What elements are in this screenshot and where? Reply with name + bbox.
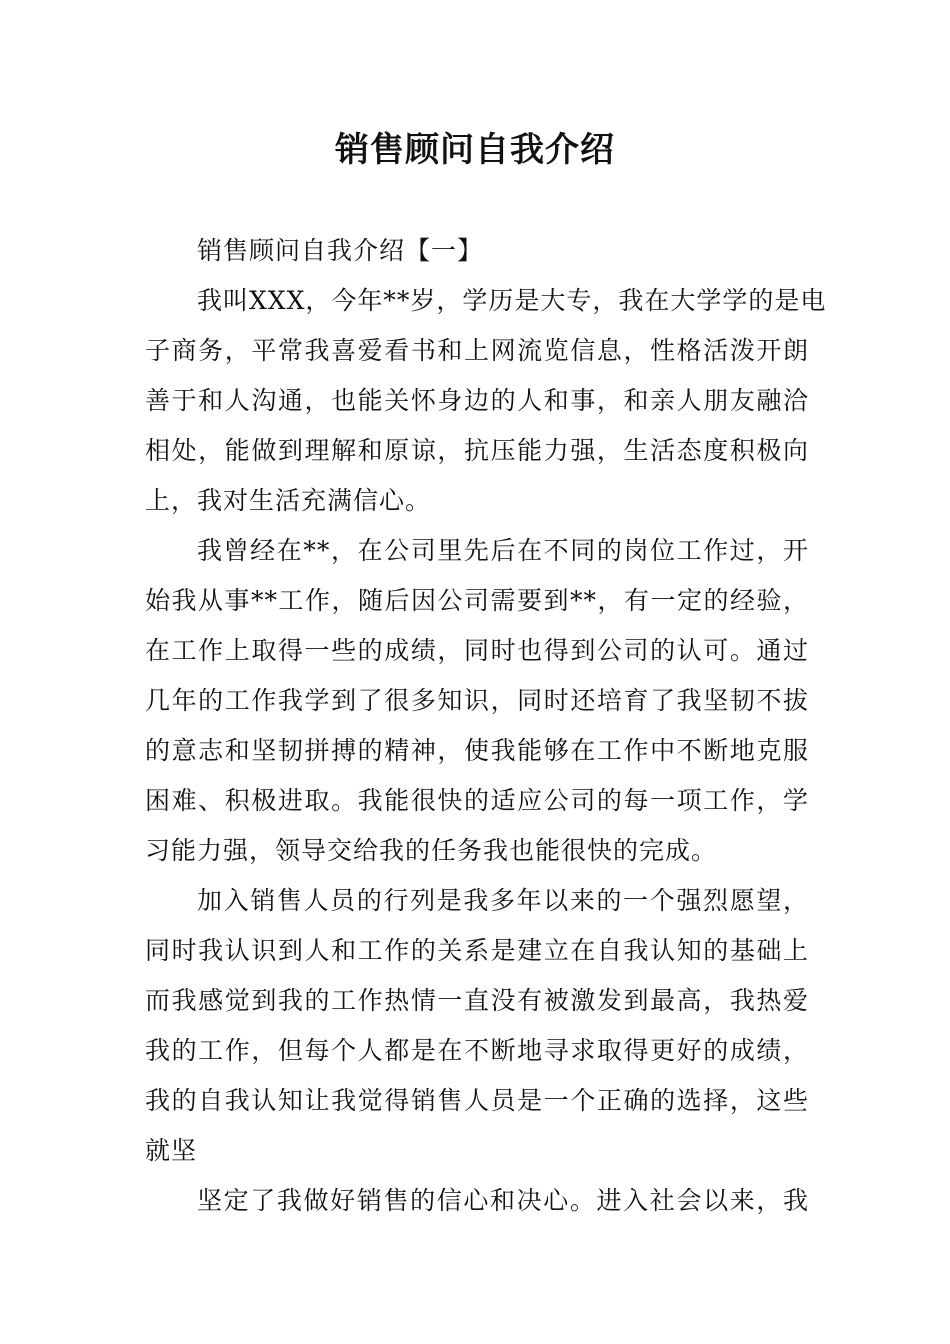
paragraph-2 bbox=[145, 526, 809, 876]
paragraph-line: 上，我对生活充满信心。 bbox=[145, 486, 432, 515]
paragraph-subheading bbox=[145, 226, 809, 276]
paragraph-line: 就坚 bbox=[145, 1136, 198, 1165]
paragraph-4 bbox=[145, 1176, 809, 1226]
document-body bbox=[145, 226, 827, 1226]
paragraph-line: 始我从事**工作，随后因公司需要到**，有一定的经验， bbox=[145, 586, 809, 615]
paragraph-line: 几年的工作我学到了很多知识，同时还培育了我坚韧不拔 bbox=[145, 686, 809, 715]
paragraph-line: 困难、积极进取。我能很快的适应公司的每一项工作，学 bbox=[145, 786, 809, 815]
paragraph-line: 加入销售人员的行列是我多年以来的一个强烈愿望， bbox=[197, 886, 809, 915]
paragraph-line: 而我感觉到我的工作热情一直没有被激发到最高，我热爱 bbox=[145, 986, 809, 1015]
paragraph-line: 我的自我认知让我觉得销售人员是一个正确的选择，这些 bbox=[145, 1086, 809, 1115]
paragraph-line: 子商务，平常我喜爱看书和上网流览信息，性格活泼开朗 bbox=[145, 336, 809, 365]
paragraph-line: 我叫XXX，今年**岁，学历是大专，我在大学学的是电 bbox=[197, 286, 827, 315]
page-title: 销售顾问自我介绍 bbox=[335, 130, 615, 170]
paragraph-line: 同时我认识到人和工作的关系是建立在自我认知的基础上 bbox=[145, 936, 809, 965]
paragraph-line: 相处，能做到理解和原谅，抗压能力强，生活态度积极向 bbox=[145, 436, 809, 465]
paragraph-3 bbox=[145, 876, 809, 1176]
paragraph-line: 习能力强，领导交给我的任务我也能很快的完成。 bbox=[145, 836, 718, 865]
paragraph-line: 我的工作，但每个人都是在不断地寻求取得更好的成绩， bbox=[145, 1036, 809, 1065]
paragraph-line: 销售顾问自我介绍【一】 bbox=[197, 236, 484, 265]
paragraph-line: 坚定了我做好销售的信心和决心。进入社会以来，我 bbox=[197, 1186, 809, 1215]
paragraph-line: 的意志和坚韧拼搏的精神，使我能够在工作中不断地克服 bbox=[145, 736, 809, 765]
paragraph-1 bbox=[145, 276, 827, 526]
paragraph-line: 在工作上取得一些的成绩，同时也得到公司的认可。通过 bbox=[145, 636, 809, 665]
paragraph-line: 善于和人沟通，也能关怀身边的人和事，和亲人朋友融洽 bbox=[145, 386, 809, 415]
paragraph-line: 我曾经在**，在公司里先后在不同的岗位工作过，开 bbox=[197, 536, 809, 565]
